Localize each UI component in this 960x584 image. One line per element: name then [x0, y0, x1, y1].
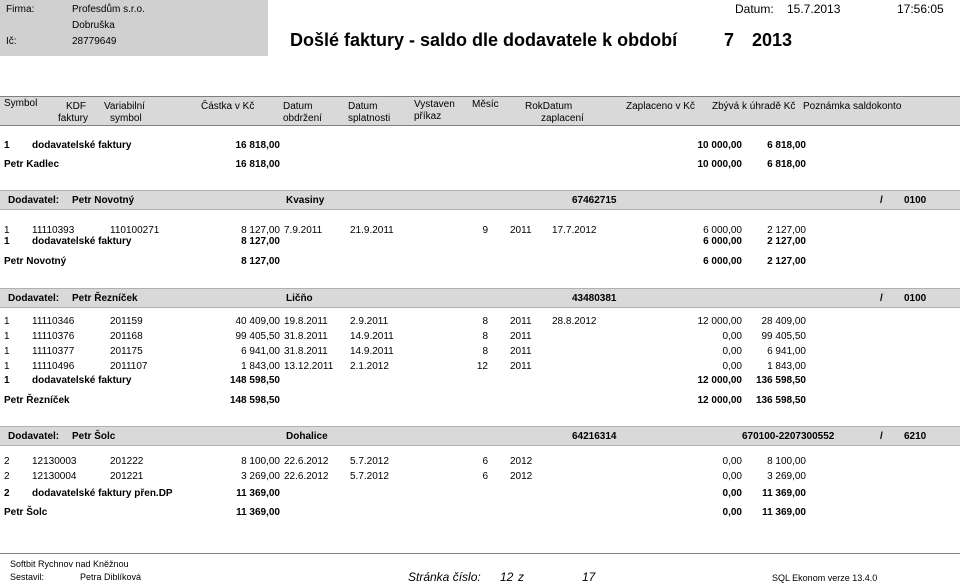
subtotal-zaplaceno: 0,00: [722, 488, 742, 499]
cell-castka: 40 409,00: [235, 316, 280, 327]
cell-kdf: 11110496: [32, 361, 75, 372]
invoice-row: [0, 456, 960, 470]
dodavatel-label: Dodavatel:: [8, 195, 60, 206]
subtotal-label: dodavatelské faktury: [32, 236, 132, 247]
cell-rok: 2012: [510, 456, 533, 467]
dodavatel-slash: /: [880, 293, 883, 304]
cell-mesic: 9: [482, 225, 488, 236]
summary-label: dodavatelské faktury: [32, 140, 132, 151]
cell-datum-splatnosti: 2.1.2012: [350, 361, 389, 372]
cell-zaplaceno: 0,00: [722, 346, 742, 357]
subtotal-zaplaceno: 12 000,00: [697, 375, 742, 386]
footer-sestavil-label: Sestavil:: [10, 572, 45, 582]
cell-datum-splatnosti: 21.9.2011: [350, 225, 394, 236]
date-value: 15.7.2013: [787, 2, 841, 16]
cell-mesic: 8: [482, 316, 488, 327]
group-total-row: [0, 256, 960, 270]
footer-page-z: z: [518, 570, 524, 584]
cell-zaplaceno: 0,00: [722, 471, 742, 482]
cell-datum-obdrzeni: 7.9.2011: [284, 225, 323, 236]
ic-label: Ič:: [6, 36, 17, 47]
firma-label: Firma:: [6, 4, 35, 15]
cell-zaplaceno: 6 000,00: [703, 225, 742, 236]
group-subtotal-row: [0, 236, 960, 250]
total-name: Petr Šolc: [4, 507, 48, 518]
subtotal-castka: 11 369,00: [236, 488, 280, 499]
dodavatel-city: Kvasiny: [286, 195, 325, 206]
dodavatel-header: [0, 195, 960, 209]
invoice-row: [0, 471, 960, 485]
summary-count: 1: [4, 140, 10, 151]
dodavatel-bank: 0100: [904, 293, 927, 304]
cell-zaplaceno: 0,00: [722, 456, 742, 467]
cell-variabilni-symbol: 201168: [110, 331, 143, 342]
subtotal-count: 1: [4, 236, 10, 247]
total-castka: 11 369,00: [236, 507, 280, 518]
cell-zbyva: 28 409,00: [761, 316, 806, 327]
group-subtotal-row: [0, 375, 960, 389]
cell-mesic: 12: [476, 361, 488, 372]
subtotal-castka: 148 598,50: [229, 375, 280, 386]
cell-datum-obdrzeni: 19.8.2011: [284, 316, 328, 327]
firma-city: Dobruška: [72, 20, 115, 31]
cell-datum-obdrzeni: 22.6.2012: [284, 471, 329, 482]
cell-zbyva: 3 269,00: [767, 471, 806, 482]
cell-mesic: 6: [482, 471, 488, 482]
total-castka: 148 598,50: [229, 395, 280, 406]
col-datum-splatnosti: Datum: [348, 101, 378, 112]
subtotal-label: dodavatelské faktury přen.DP: [32, 488, 173, 499]
cell-zaplaceno: 12 000,00: [697, 316, 742, 327]
summary-dodavatel-name: Petr Kadlec: [4, 159, 60, 170]
total-zaplaceno: 6 000,00: [703, 256, 742, 267]
subtotal-label: dodavatelské faktury: [32, 375, 132, 386]
cell-symbol: 1: [4, 361, 10, 372]
cell-datum-obdrzeni: 31.8.2011: [284, 331, 328, 342]
cell-variabilni-symbol: 2011107: [110, 361, 148, 372]
total-zbyva: 2 127,00: [767, 256, 806, 267]
cell-rok: 2011: [510, 361, 532, 372]
invoice-row: [0, 361, 960, 375]
subtotal-zbyva: 11 369,00: [762, 488, 806, 499]
invoice-row: [0, 316, 960, 330]
cell-variabilni-symbol: 201222: [110, 456, 144, 467]
cell-zaplaceno: 0,00: [722, 361, 742, 372]
dodavatel-label: Dodavatel:: [8, 293, 60, 304]
col-datum-obdrzeni: Datum: [283, 101, 313, 112]
summary-dodavatel-zbyva: 6 818,00: [767, 159, 806, 170]
cell-symbol: 1: [4, 225, 10, 236]
cell-datum-splatnosti: 14.9.2011: [350, 346, 394, 357]
total-zbyva: 11 369,00: [762, 507, 806, 518]
total-zbyva: 136 598,50: [755, 395, 806, 406]
cell-zbyva: 99 405,50: [761, 331, 806, 342]
subtotal-zaplaceno: 6 000,00: [703, 236, 742, 247]
ic-value: 28779649: [72, 36, 117, 47]
summary-dodavatel-zaplaceno: 10 000,00: [697, 159, 742, 170]
cell-symbol: 2: [4, 471, 10, 482]
col-poznamka: Poznámka saldokonto: [803, 101, 902, 112]
dodavatel-bank: 6210: [904, 431, 927, 442]
report-title: Došlé faktury - saldo dle dodavatele k období: [290, 30, 678, 50]
cell-datum-splatnosti: 2.9.2011: [350, 316, 389, 327]
cell-kdf: 11110346: [32, 316, 75, 327]
cell-mesic: 8: [482, 346, 488, 357]
dodavatel-ico: 67462715: [572, 195, 617, 206]
summary-dodavatel-castka: 16 818,00: [235, 159, 280, 170]
invoice-row: [0, 346, 960, 360]
footer-page-label: Stránka číslo:: [408, 570, 481, 584]
cell-rok: 2011: [510, 346, 532, 357]
cell-castka: 3 269,00: [241, 471, 280, 482]
dodavatel-bank: 0100: [904, 195, 927, 206]
dodavatel-header: [0, 431, 960, 445]
cell-kdf: 11110376: [32, 331, 75, 342]
cell-zaplaceno: 0,00: [722, 331, 742, 342]
cell-castka: 6 941,00: [241, 346, 280, 357]
cell-variabilni-symbol: 201159: [110, 316, 143, 327]
footer-version: SQL Ekonom verze 13.4.0: [772, 573, 878, 583]
group-total-row: [0, 395, 960, 409]
col-vystaven: Vystaven: [414, 99, 455, 110]
summary-dodavatel-row: [0, 159, 960, 173]
dodavatel-slash: /: [880, 195, 883, 206]
footer-software: Softbit Rychnov nad Kněžnou: [10, 559, 129, 569]
dodavatel-ico: 64216314: [572, 431, 617, 442]
col-kdf: KDF: [66, 101, 86, 112]
report-period-year: 2013: [752, 30, 793, 50]
summary-faktury-row: [0, 140, 960, 154]
dodavatel-city: Ličňo: [286, 293, 313, 304]
col-splatnosti: splatnosti: [348, 113, 391, 124]
dodavatel-name: Petr Šolc: [72, 431, 116, 442]
total-name: Petr Řezníček: [4, 395, 70, 406]
footer-sestavil-name: Petra Diblíková: [80, 572, 142, 582]
subtotal-zbyva: 2 127,00: [767, 236, 806, 247]
invoice-row: [0, 331, 960, 345]
col-zaplaceno: Zaplaceno v Kč: [626, 101, 695, 112]
dodavatel-ico: 43480381: [572, 293, 617, 304]
cell-kdf: 11110393: [32, 225, 75, 236]
cell-kdf: 11110377: [32, 346, 75, 357]
cell-symbol: 1: [4, 331, 10, 342]
firma-name: Profesdům s.r.o.: [72, 4, 145, 15]
cell-datum-zaplaceni: 28.8.2012: [552, 316, 597, 327]
subtotal-count: 1: [4, 375, 10, 386]
cell-zbyva: 8 100,00: [767, 456, 806, 467]
dodavatel-label: Dodavatel:: [8, 431, 60, 442]
footer-page-total: 17: [582, 570, 596, 584]
cell-castka: 1 843,00: [241, 361, 280, 372]
total-name: Petr Novotný: [4, 256, 67, 267]
cell-datum-splatnosti: 5.7.2012: [350, 471, 389, 482]
cell-datum-obdrzeni: 13.12.2011: [284, 361, 334, 372]
cell-kdf: 12130004: [32, 471, 77, 482]
cell-rok: 2011: [510, 316, 532, 327]
dodavatel-account: 670100-2207300552: [742, 431, 835, 442]
dodavatel-name: Petr Novotný: [72, 195, 135, 206]
subtotal-castka: 8 127,00: [241, 236, 280, 247]
total-zaplaceno: 12 000,00: [697, 395, 742, 406]
cell-rok: 2011: [510, 331, 532, 342]
group-subtotal-row: [0, 488, 960, 502]
cell-zbyva: 6 941,00: [767, 346, 806, 357]
dodavatel-header: [0, 293, 960, 307]
dodavatel-name: Petr Řezníček: [72, 293, 138, 304]
col-variabilni: Variabilní: [104, 101, 145, 112]
cell-symbol: 2: [4, 456, 10, 467]
total-zaplaceno: 0,00: [722, 507, 742, 518]
group-total-row: [0, 507, 960, 521]
cell-zbyva: 2 127,00: [767, 225, 806, 236]
cell-datum-splatnosti: 14.9.2011: [350, 331, 394, 342]
cell-castka: 8 100,00: [241, 456, 280, 467]
cell-datum-splatnosti: 5.7.2012: [350, 456, 389, 467]
col-symbol: Symbol: [4, 98, 38, 109]
col-faktury: faktury: [58, 113, 89, 124]
col-rokdatum: RokDatum: [525, 101, 573, 112]
col-obdrzeni: obdržení: [283, 113, 322, 124]
cell-rok: 2012: [510, 471, 533, 482]
dodavatel-city: Dohalice: [286, 431, 328, 442]
cell-variabilni-symbol: 201221: [110, 471, 144, 482]
footer-divider: [0, 553, 960, 554]
cell-symbol: 1: [4, 316, 10, 327]
total-castka: 8 127,00: [241, 256, 280, 267]
cell-rok: 2011: [510, 225, 532, 236]
cell-variabilni-symbol: 110100271: [110, 225, 160, 236]
col-zbyva: Zbývá k úhradě Kč: [712, 101, 796, 112]
col-prikaz: příkaz: [414, 111, 442, 122]
col-zaplaceni: zaplacení: [541, 113, 584, 124]
date-label: Datum:: [735, 2, 774, 16]
cell-datum-zaplaceni: 17.7.2012: [552, 225, 597, 236]
col-mesic: Měsíc: [472, 99, 499, 110]
summary-castka: 16 818,00: [235, 140, 280, 151]
cell-castka: 99 405,50: [235, 331, 280, 342]
cell-kdf: 12130003: [32, 456, 77, 467]
cell-datum-obdrzeni: 31.8.2011: [284, 346, 328, 357]
cell-zbyva: 1 843,00: [767, 361, 806, 372]
cell-castka: 8 127,00: [241, 225, 280, 236]
col-castka: Částka v Kč: [201, 101, 255, 112]
summary-zbyva: 6 818,00: [767, 140, 806, 151]
time-value: 17:56:05: [897, 2, 944, 16]
subtotal-count: 2: [4, 488, 10, 499]
col-var-symbol: symbol: [110, 113, 142, 124]
report-period-month: 7: [724, 30, 735, 50]
cell-symbol: 1: [4, 346, 10, 357]
summary-zaplaceno: 10 000,00: [697, 140, 742, 151]
dodavatel-slash: /: [880, 431, 883, 442]
footer-page-number: 12: [500, 570, 514, 584]
cell-mesic: 6: [482, 456, 488, 467]
cell-datum-obdrzeni: 22.6.2012: [284, 456, 329, 467]
subtotal-zbyva: 136 598,50: [755, 375, 806, 386]
cell-variabilni-symbol: 201175: [110, 346, 143, 357]
cell-mesic: 8: [482, 331, 488, 342]
